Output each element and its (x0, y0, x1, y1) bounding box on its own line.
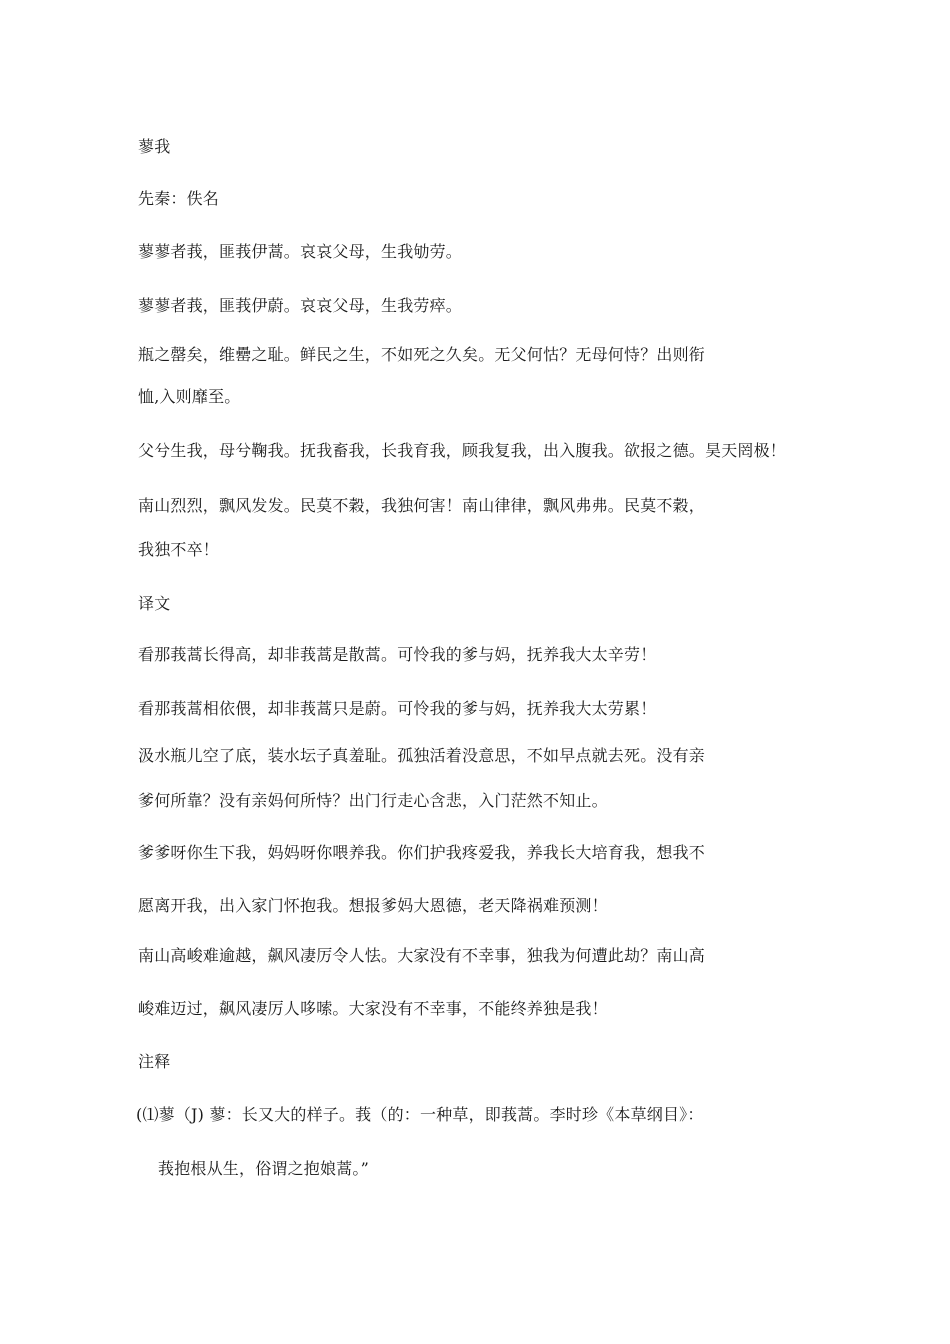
translation-line: 看那莪蒿相依偎，却非莪蒿只是蔚。可怜我的爹与妈，抚养我大太劳累！ (138, 699, 657, 718)
poem-title: 蓼我 (138, 137, 171, 156)
note-line: (⑴蓼（J) 蓼：长又大的样子。莪（的：一种草，即莪蒿。李时珍《本草纲目》： (136, 1105, 704, 1124)
translation-heading: 译文 (138, 594, 171, 613)
translation-line: 南山高峻难逾越，飙风凄厉令人怯。大家没有不幸事，独我为何遭此劫？南山高 (138, 946, 706, 965)
poem-line: 恤,入则靡至。 (138, 387, 241, 406)
poem-line: 父兮生我，母兮鞠我。抚我畜我，长我育我，顾我复我，出入腹我。欲报之德。昊天罔极！ (138, 441, 787, 460)
poem-line: 南山烈烈，飘风发发。民莫不穀，我独何害！南山律律，飘风弗弗。民莫不穀， (138, 496, 706, 515)
translation-line: 愿离开我，出入家门怀抱我。想报爹妈大恩德，老天降祸难预测！ (138, 896, 608, 915)
poem-line: 瓶之罄矣，维罍之耻。鲜民之生，不如死之久矣。无父何怙？无母何恃？出则衔 (138, 345, 706, 364)
translation-line: 爹何所靠？没有亲妈何所恃？出门行走心含悲，入门茫然不知止。 (138, 791, 608, 810)
translation-line: 汲水瓶儿空了底，装水坛子真羞耻。孤独活着没意思，不如早点就去死。没有亲 (138, 746, 706, 765)
note-line: 莪抱根从生，俗谓之抱娘蒿。” (158, 1159, 369, 1178)
translation-line: 爹爹呀你生下我，妈妈呀你喂养我。你们护我疼爱我，养我长大培育我，想我不 (138, 843, 706, 862)
translation-line: 看那莪蒿长得高，却非莪蒿是散蒿。可怜我的爹与妈，抚养我大太辛劳！ (138, 645, 657, 664)
poem-line: 我独不卒！ (138, 540, 220, 559)
translation-line: 峻难迈过，飙风凄厉人哆嗦。大家没有不幸事，不能终养独是我！ (138, 999, 608, 1018)
poem-line: 蓼蓼者莪，匪莪伊蒿。哀哀父母，生我劬劳。 (138, 242, 463, 261)
notes-heading: 注释 (138, 1052, 171, 1071)
poem-line: 蓼蓼者莪，匪莪伊蔚。哀哀父母，生我劳瘁。 (138, 296, 463, 315)
poem-author: 先秦：佚名 (138, 189, 220, 208)
